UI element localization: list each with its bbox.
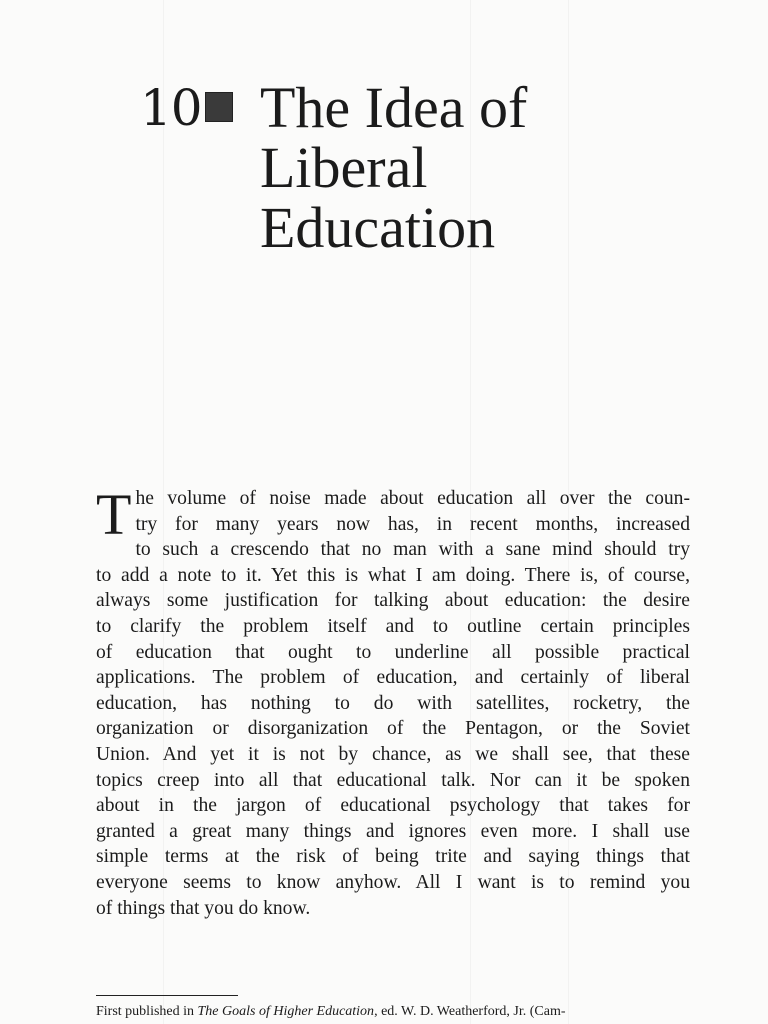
text-line: to clarify the problem itself and to outline certain principles [96, 615, 690, 637]
text-line: always some justification for talking about education: the desire [96, 590, 690, 612]
drop-cap: T [96, 482, 132, 547]
footnote-rule [96, 995, 238, 996]
text-line: of things that you do know. [96, 897, 311, 919]
text-line: about in the jargon of educational psychology that takes for [96, 795, 690, 817]
text-line: to such a crescendo that no man with a sane mind should try [135, 539, 690, 561]
text-line: applications. The problem of education, and certainly of liberal [96, 667, 690, 689]
text-line: education, has nothing to do with satellites, rocketry, the [96, 692, 690, 714]
chapter-title-line: Liberal [260, 135, 428, 200]
text-line: of education that ought to underline all possible practical [96, 641, 690, 663]
footnote-book-title: The Goals of Higher Education [197, 1004, 375, 1019]
chapter-header [140, 75, 660, 270]
text-line: organization or disorganization of the Pentagon, or the Soviet [96, 718, 690, 740]
text-line: topics creep into all that educational talk. Nor can it be spoken [96, 769, 690, 791]
text-line: try for many years now has, in recent months, increased [135, 513, 690, 535]
text-line: Union. And yet it is not by chance, as we shall see, that these [96, 743, 690, 765]
chapter-number: 10 [140, 79, 202, 137]
text-line: granted a great many things and ignores even more. I shall use [96, 820, 690, 842]
body-paragraph [96, 482, 690, 921]
chapter-title [260, 75, 528, 260]
text-line: he volume of noise made about education all over the coun- [135, 488, 690, 509]
footnote-suffix: , ed. W. D. Weatherford, Jr. (Cam- [374, 1004, 566, 1019]
text-line: to add a note to it. Yet this is what I am doing. There is, of course, [96, 564, 690, 586]
chapter-title-line: Education [260, 195, 496, 260]
chapter-square-ornament [205, 92, 233, 122]
footnote-prefix: First published in [96, 1004, 198, 1019]
chapter-title-line: The Idea of [260, 75, 528, 140]
footnote [96, 1003, 696, 1021]
text-line: simple terms at the risk of being trite and saying things that [96, 846, 690, 868]
text-line: everyone seems to know anyhow. All I want is to remind you [96, 871, 690, 893]
